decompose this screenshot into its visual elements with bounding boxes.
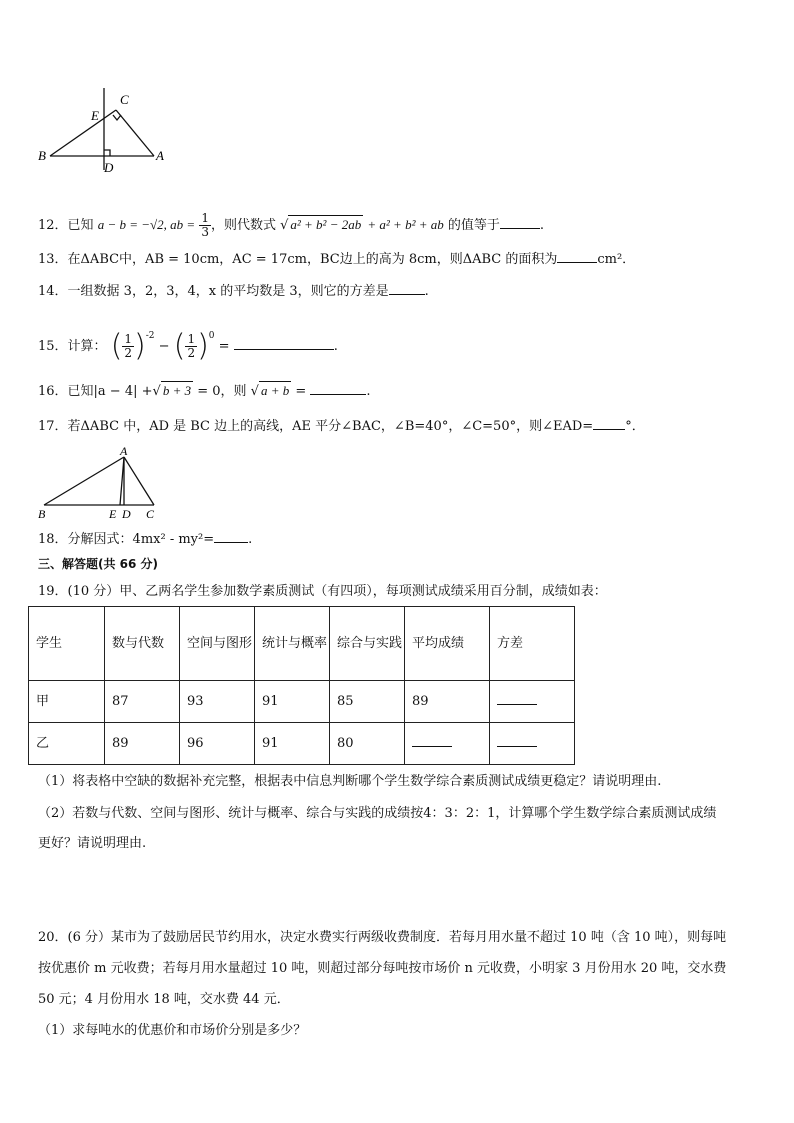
header-cell: 平均成绩	[405, 607, 490, 681]
header-cell: 学生	[29, 607, 105, 681]
answer-blank[interactable]	[234, 337, 334, 350]
answer-blank[interactable]	[389, 282, 425, 295]
label-A: A	[156, 148, 164, 163]
label-C: C	[146, 507, 155, 521]
question-19-part2: （2）若数与代数、空间与图形、统计与概率、综合与实践的成绩按4：3：2：1，计算哪个学生数学综合素质测试成绩	[38, 806, 717, 821]
label-C: C	[120, 92, 129, 107]
section-title: 三、解答题(共 66 分)	[38, 557, 159, 571]
answer-blank[interactable]	[214, 530, 248, 543]
question-15: 15．计算： ( $\frac{1}{2}$ )$^{-2}$ − ( $\frac{1}{2}$ )$^0$ = .	[38, 328, 338, 364]
blank-cell[interactable]	[490, 681, 575, 723]
question-20-line2: 按优惠价 m 元收费；若每月用水量超过 10 吨，则超过部分每吨按市场价 n 元收费，小明家 3 月份用水 20 吨，交水费	[38, 961, 727, 976]
question-17: 17．若ΔABC 中，AD 是 BC 边上的高线，AE 平分∠BAC，∠B=40°，∠C=50°，则∠EAD= °．	[38, 419, 645, 434]
figure-triangle-1	[36, 84, 176, 184]
header-cell: 综合与实践	[330, 607, 405, 681]
question-13: 13．在ΔABC中，AB = 10cm，AC = 17cm，BC边上的高为 8cm，则ΔABC 的面积为 cm²．	[38, 252, 636, 267]
label-E: E	[109, 507, 117, 521]
header-cell: 数与代数	[105, 607, 180, 681]
answer-blank[interactable]	[557, 250, 597, 263]
score-table	[28, 606, 575, 765]
figure-triangle-2	[36, 443, 166, 521]
question-19-intro: 19．(10 分）甲、乙两名学生参加数学素质测试（有四项），每项测试成绩采用百分制，成绩如表：	[38, 584, 607, 599]
question-18: 18．分解因式：4mx² - my²= .	[38, 532, 253, 547]
question-19-part1: （1）将表格中空缺的数据补充完整，根据表中信息判断哪个学生数学综合素质测试成绩更稳定？请说明理由.	[38, 774, 662, 789]
label-B: B	[38, 148, 46, 163]
question-16: 16．已知|a − 4| +√ b + 3 = 0，则 √ a + b = .	[38, 383, 371, 399]
answer-blank[interactable]	[593, 417, 625, 430]
label-D: D	[122, 507, 131, 521]
header-cell: 空间与图形	[180, 607, 255, 681]
label-D: D	[104, 160, 114, 175]
blank-cell[interactable]	[405, 723, 490, 765]
question-20-part1: （1）求每吨水的优惠价和市场价分别是多少？	[38, 1023, 307, 1038]
label-E: E	[91, 108, 99, 123]
question-14: 14．一组数据 3，2，3，4，x 的平均数是 3，则它的方差是 .	[38, 284, 429, 299]
table-header-row	[29, 607, 575, 681]
answer-blank[interactable]	[500, 216, 540, 229]
question-19-part2-cont: 更好？请说明理由.	[38, 836, 147, 851]
table-row: 甲 87 93 91 85 89	[29, 681, 575, 723]
label-A: A	[120, 444, 128, 458]
question-20-line1: 20．(6 分）某市为了鼓励居民节约用水，决定水费实行两级收费制度．若每月用水量不超过 10 吨（含 10 吨），则每吨	[38, 930, 727, 945]
question-12: 12．已知 a − b = −√2, ab = $\frac{1}{3}$ ，则代数式 √ a² + b² − 2ab + a² + b² + ab 的值等于 .	[38, 211, 545, 239]
header-cell: 方差	[490, 607, 575, 681]
header-cell: 统计与概率	[255, 607, 330, 681]
fraction-one-third: $\frac{1}{3}$	[201, 211, 209, 239]
blank-cell[interactable]	[490, 723, 575, 765]
answer-blank[interactable]	[310, 382, 366, 395]
question-20-line3: 50 元；4 月份用水 18 吨，交水费 44 元．	[38, 992, 290, 1007]
table-row: 乙 89 96 91 80	[29, 723, 575, 765]
label-B: B	[38, 507, 46, 521]
